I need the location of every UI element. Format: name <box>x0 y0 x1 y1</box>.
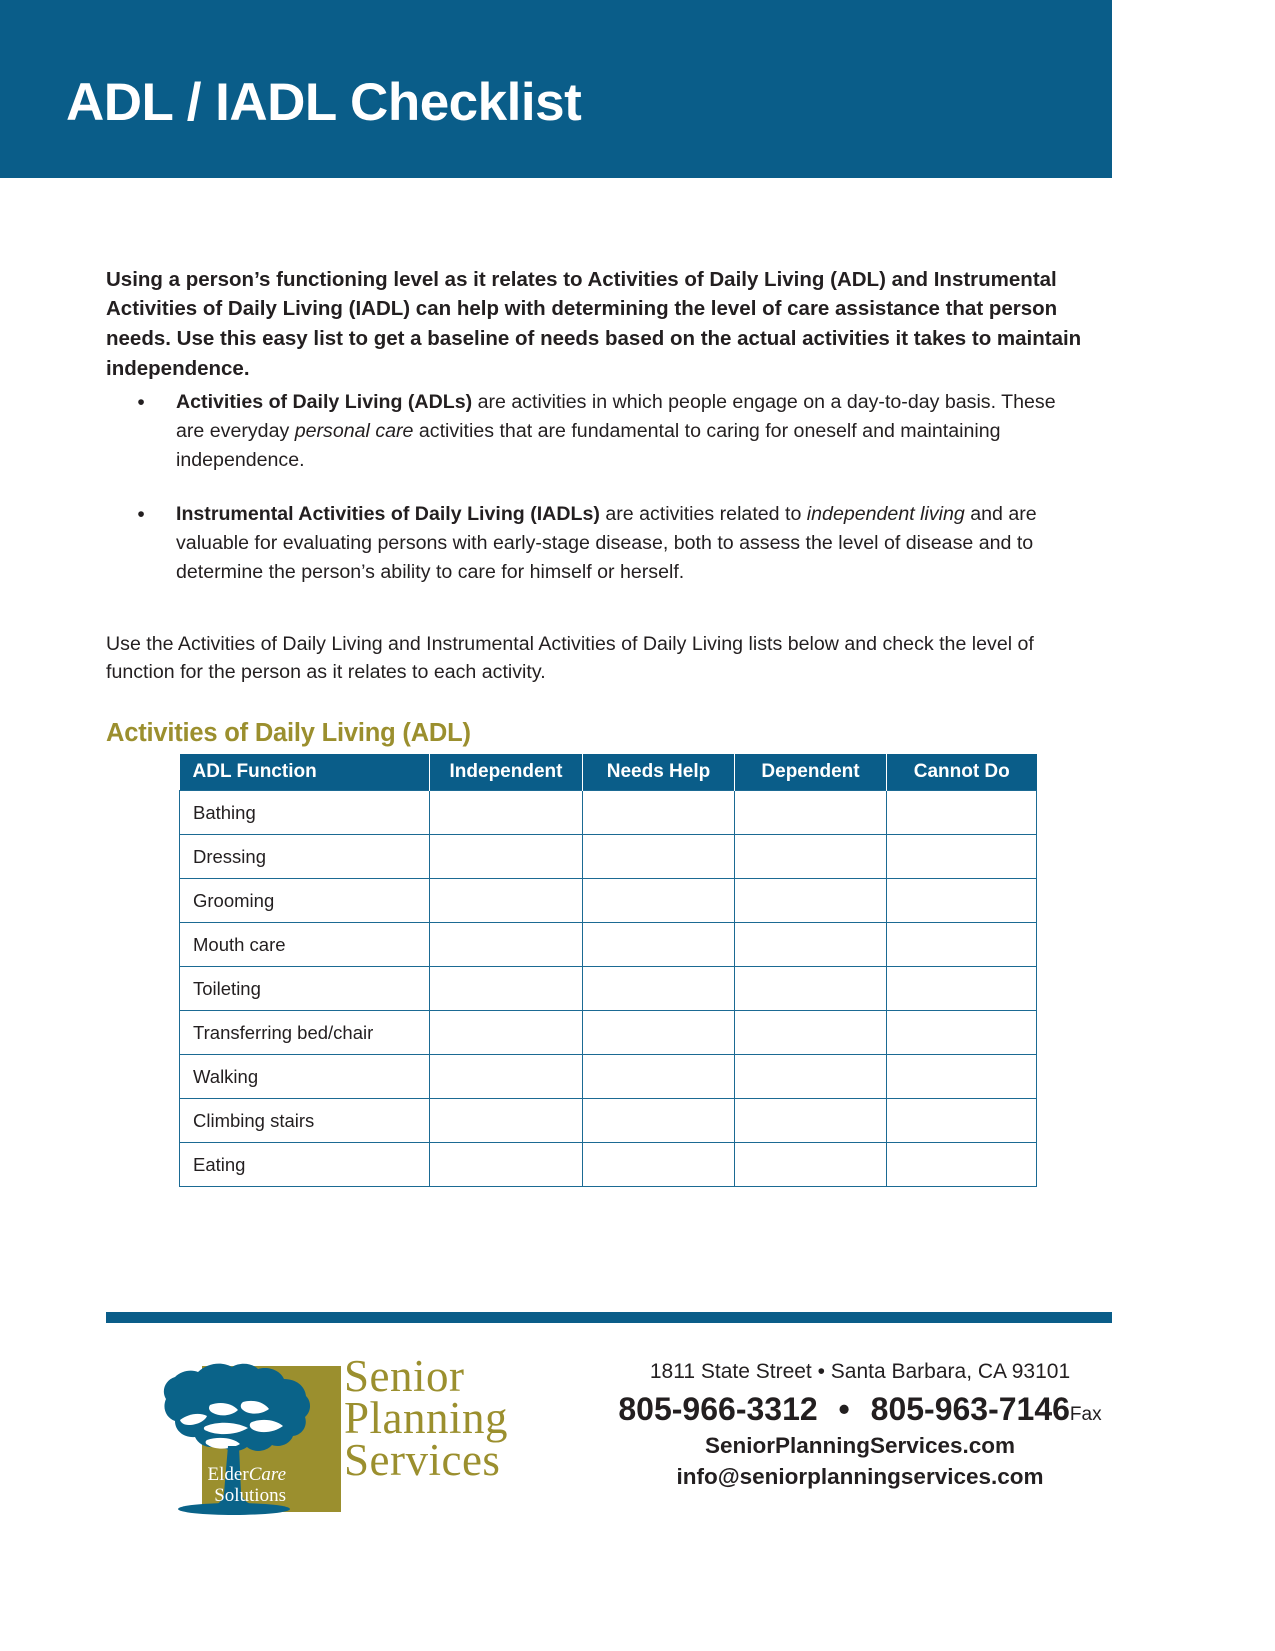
column-header-independent: Independent <box>430 754 583 791</box>
definition-bullet-list <box>106 388 1084 613</box>
checkbox-cell-independent[interactable] <box>430 1055 583 1099</box>
row-label-bathing: Bathing <box>180 791 430 835</box>
column-header-function: ADL Function <box>180 754 430 791</box>
checkbox-cell-needs-help[interactable] <box>583 1099 735 1143</box>
footer-divider <box>106 1312 1112 1323</box>
checkbox-cell-needs-help[interactable] <box>583 1011 735 1055</box>
checkbox-cell-cannot-do[interactable] <box>887 879 1037 923</box>
phone-separator-bullet: • <box>838 1391 850 1428</box>
table-row <box>180 879 1037 923</box>
table-row <box>180 1055 1037 1099</box>
logo-word-services: Services <box>344 1434 501 1485</box>
checkbox-cell-dependent[interactable] <box>735 879 887 923</box>
checkbox-cell-independent[interactable] <box>430 1011 583 1055</box>
list-item <box>106 388 1084 474</box>
bullet-italic-term: independent living <box>806 503 965 526</box>
contact-website[interactable]: SeniorPlanningServices.com <box>704 1433 1016 1459</box>
logo-word-senior: Senior <box>344 1351 465 1401</box>
logo-eldercare-label: ElderCare <box>207 1464 286 1485</box>
checkbox-cell-independent[interactable] <box>430 835 583 879</box>
row-label-transferring: Transferring bed/chair <box>180 1011 430 1055</box>
contact-email[interactable]: info@seniorplanningservices.com <box>676 1463 1044 1489</box>
column-header-needs-help: Needs Help <box>583 754 735 791</box>
checkbox-cell-dependent[interactable] <box>735 1099 887 1143</box>
checkbox-cell-dependent[interactable] <box>735 835 887 879</box>
checkbox-cell-needs-help[interactable] <box>583 967 735 1011</box>
footer <box>0 1340 1275 1560</box>
column-header-cannot-do: Cannot Do <box>887 754 1037 791</box>
bullet-body-a: are activities related to <box>599 503 807 526</box>
checkbox-cell-needs-help[interactable] <box>583 923 735 967</box>
checkbox-cell-dependent[interactable] <box>735 1055 887 1099</box>
contact-phone-line <box>560 1389 1160 1429</box>
checkbox-cell-cannot-do[interactable] <box>887 1011 1037 1055</box>
checkbox-cell-cannot-do[interactable] <box>887 791 1037 835</box>
table-row <box>180 967 1037 1011</box>
bullet-text-adl <box>176 388 1084 474</box>
bullet-body-a: are activities in which people engage on a day-to-day basis. These are everyday <box>176 391 1056 442</box>
contact-address: 1811 State Street • Santa Barbara, CA 93101 <box>649 1360 1071 1383</box>
header-banner <box>0 0 1112 178</box>
checkbox-cell-dependent[interactable] <box>735 791 887 835</box>
checkbox-cell-needs-help[interactable] <box>583 1055 735 1099</box>
table-row <box>180 835 1037 879</box>
column-header-dependent: Dependent <box>735 754 887 791</box>
row-label-walking: Walking <box>180 1055 430 1099</box>
checkbox-cell-cannot-do[interactable] <box>887 923 1037 967</box>
checkbox-cell-cannot-do[interactable] <box>887 1055 1037 1099</box>
table-row <box>180 1143 1037 1187</box>
checkbox-cell-needs-help[interactable] <box>583 835 735 879</box>
checkbox-cell-independent[interactable] <box>430 1143 583 1187</box>
contact-phone-fax[interactable]: 805-963-7146 <box>870 1391 1070 1428</box>
bullet-text-iadl <box>176 500 1084 586</box>
checkbox-cell-cannot-do[interactable] <box>887 1143 1037 1187</box>
row-label-grooming: Grooming <box>180 879 430 923</box>
table-row <box>180 791 1037 835</box>
checkbox-cell-dependent[interactable] <box>735 923 887 967</box>
checkbox-cell-independent[interactable] <box>430 923 583 967</box>
checkbox-cell-needs-help[interactable] <box>583 879 735 923</box>
bullet-dot-icon: • <box>137 391 145 414</box>
oak-tree-logo-icon <box>106 1358 341 1518</box>
section-heading-adl: Activities of Daily Living (ADL) <box>106 719 471 748</box>
intro-paragraph: Using a person’s functioning level as it relates to Activities of Daily Living (ADL) and Instrumental Activities of Daily Living (IADL) can help with determining the level of care assistance that person needs. Use this easy list to get a baseline of needs based on the actual activities it takes to maintain independence. <box>106 267 1082 380</box>
bullet-bold-lead: Activities of Daily Living (ADLs) <box>176 391 473 413</box>
checkbox-cell-needs-help[interactable] <box>583 791 735 835</box>
instructions-paragraph: Use the Activities of Daily Living and Instrumental Activities of Daily Living lists below and check the level of function for the person as it relates to each activity. <box>106 632 1034 684</box>
bullet-body-b: activities that are fundamental to caring for oneself and maintaining independence. <box>176 419 1001 471</box>
table-row <box>180 1011 1037 1055</box>
table-body <box>180 791 1037 1187</box>
checkbox-cell-needs-help[interactable] <box>583 1143 735 1187</box>
page-title: ADL / IADL Checklist <box>66 73 582 132</box>
bullet-bold-lead: Instrumental Activities of Daily Living (IADLs) <box>176 503 600 526</box>
checkbox-cell-cannot-do[interactable] <box>887 967 1037 1011</box>
adl-checklist-table <box>179 754 1037 1187</box>
checkbox-cell-independent[interactable] <box>430 791 583 835</box>
row-label-toileting: Toileting <box>180 967 430 1011</box>
bullet-body-b: and are valuable for evaluating persons with early-stage disease, both to assess the level of disease and to determine the person’s ability to care for himself or herself. <box>176 503 1037 583</box>
checkbox-cell-cannot-do[interactable] <box>887 1099 1037 1143</box>
checkbox-cell-dependent[interactable] <box>735 1143 887 1187</box>
logo-solutions-label: Solutions <box>214 1485 286 1506</box>
table-row <box>180 923 1037 967</box>
row-label-mouth-care: Mouth care <box>180 923 430 967</box>
checkbox-cell-independent[interactable] <box>430 879 583 923</box>
company-logo <box>106 1351 546 1523</box>
row-label-dressing: Dressing <box>180 835 430 879</box>
row-label-climbing-stairs: Climbing stairs <box>180 1099 430 1143</box>
checkbox-cell-dependent[interactable] <box>735 1011 887 1055</box>
row-label-eating: Eating <box>180 1143 430 1187</box>
bullet-dot-icon: • <box>137 503 145 527</box>
checkbox-cell-independent[interactable] <box>430 1099 583 1143</box>
fax-label: Fax <box>1069 1404 1102 1426</box>
table-row <box>180 1099 1037 1143</box>
checkbox-cell-cannot-do[interactable] <box>887 835 1037 879</box>
checkbox-cell-dependent[interactable] <box>735 967 887 1011</box>
list-item <box>106 500 1084 586</box>
checkbox-cell-independent[interactable] <box>430 967 583 1011</box>
bullet-italic-term: personal care <box>294 419 414 442</box>
logo-word-planning: Planning <box>344 1392 509 1443</box>
contact-info <box>560 1358 1160 1492</box>
contact-phone-primary[interactable]: 805-966-3312 <box>618 1391 818 1428</box>
logo-wordmark <box>344 1351 509 1485</box>
table-header-row <box>180 754 1037 791</box>
